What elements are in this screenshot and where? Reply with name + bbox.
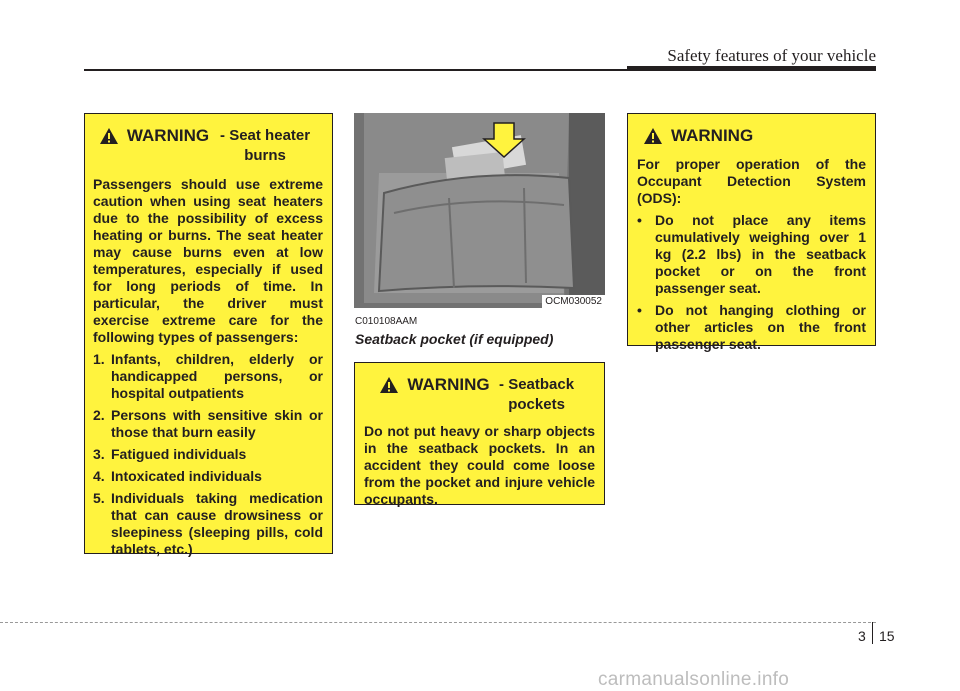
warning-intro: Passengers should use extreme caution when using seat heaters due to the possibility of excess heating or burns. The seat heater may cause burns even at low temperatures, especially if used for long periods of time. In particular, the driver must exercise extreme care for the following types of passengers: bbox=[93, 176, 323, 345]
list-item: 4. Intoxicated individuals bbox=[93, 468, 262, 484]
warning-triangle-icon bbox=[379, 376, 399, 394]
warning-box-seat-heater bbox=[84, 113, 333, 557]
footer-rule bbox=[0, 622, 876, 623]
warning-body: Do not put heavy or sharp objects in the seatback pockets. In an accident they could come loose from the pocket and injure vehicle occupants. bbox=[364, 423, 595, 507]
page-number: 15 bbox=[879, 628, 895, 644]
warning-label: WARNING bbox=[407, 375, 490, 394]
list-item: 1. Infants, children, elderly or handicapped persons, or hospital outpatients bbox=[93, 351, 323, 401]
figure-caption: Seatback pocket (if equipped) bbox=[355, 331, 554, 347]
warning-triangle-icon bbox=[643, 127, 663, 145]
warning-subtitle: - Seat heater burns bbox=[220, 127, 311, 164]
warning-box-ods bbox=[627, 113, 876, 352]
seatback-pocket-photo bbox=[354, 113, 605, 308]
warning-box-seatback-pockets bbox=[354, 362, 605, 505]
list-item: • Do not place any items cumulatively weighing over 1 kg (2.2 lbs) in the seatback pocket or on the front passenger seat. bbox=[637, 212, 866, 296]
warning-title bbox=[93, 126, 323, 166]
figure-ref-code: C010108AAM bbox=[355, 316, 418, 327]
warning-title bbox=[364, 375, 595, 415]
image-code: OCM030052 bbox=[542, 295, 605, 308]
seatback-illustration bbox=[354, 113, 605, 308]
list-item: 3. Fatigued individuals bbox=[93, 446, 247, 462]
page-number-divider bbox=[872, 622, 873, 644]
section-title: Safety features of your vehicle bbox=[667, 46, 876, 65]
warning-label: WARNING bbox=[671, 126, 754, 145]
warning-list bbox=[93, 351, 323, 558]
warning-intro: For proper operation of the Occupant Detection System (ODS): bbox=[637, 156, 866, 206]
header-rule-accent bbox=[627, 66, 876, 71]
warning-title bbox=[637, 126, 866, 146]
watermark: carmanualsonline.info bbox=[598, 669, 790, 690]
warning-list bbox=[637, 212, 866, 353]
warning-label: WARNING bbox=[126, 126, 210, 145]
list-item: 2. Persons with sensitive skin or those that burn easily bbox=[93, 407, 323, 440]
list-item: 5. Individuals taking medication that can cause drowsiness or sleepiness (sleeping pills, cold tablets, etc.) bbox=[93, 490, 323, 557]
warning-triangle-icon bbox=[99, 127, 119, 145]
chapter-number: 3 bbox=[858, 628, 866, 644]
list-item: • Do not hanging clothing or other articles on the front passenger seat. bbox=[637, 302, 866, 352]
warning-subtitle: - Seatback pockets bbox=[499, 376, 575, 413]
